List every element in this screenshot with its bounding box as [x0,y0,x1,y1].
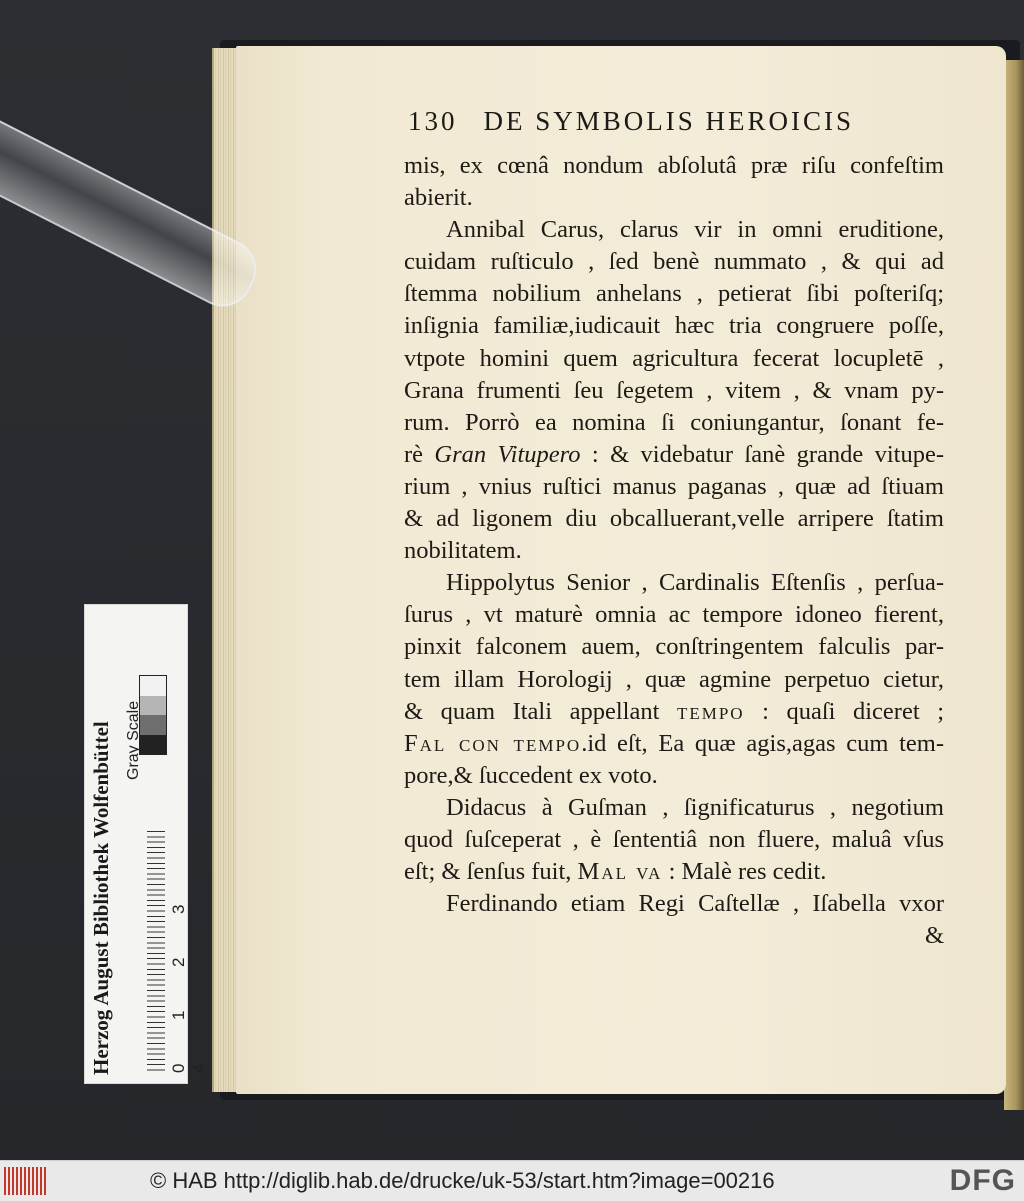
gray-swatch [140,735,166,755]
scale-number: 1 [169,1010,188,1020]
text-line: rum. Porrò ea nomina ſi coniungantur, ſonant fe- [404,408,944,436]
body-text [404,150,944,952]
text-line: vtpote homini quem agricultura fecerat locupletē , [404,344,944,372]
text-fragment: .id eſt, Ea quæ agis,agas cum tem- [581,729,945,757]
catchword: & [924,922,944,950]
scale-numbers [169,833,209,1073]
text-line: inſignia familiæ,iudicauit hæc tria congruere poſſe, [404,312,944,340]
color-scale-ruler [84,604,208,1084]
text-line: pore,& ſuccedent ex voto. [404,761,658,789]
gray-swatch [140,676,166,696]
text-fragment: : & videbatur ſanè grande vitupe- [591,440,944,468]
text-line: pinxit falconem auem, conſtringentem falculis par- [404,633,944,661]
gray-swatches [139,675,167,755]
italic-phrase: Gran Vitupero [434,440,581,468]
copyright-link[interactable]: © HAB http://diglib.hab.de/drucke/uk-53/start.htm?image=00216 [150,1168,775,1193]
text-line: ſurus , vt maturè omnia ac tempore idoneo fierent, [404,601,944,629]
page-number: 130 [408,106,458,136]
running-header [408,106,948,137]
gray-swatch [140,696,166,716]
small-caps-motto: Fal con tempo [404,729,582,757]
ruler-ticks [125,831,165,1071]
text-line-fal-con-tempo [404,728,944,760]
small-caps-motto: Mal va [577,858,663,886]
book-right-edge [1004,60,1024,1110]
text-line: Annibal Carus, clarus vir in omni eruditione, [446,216,944,244]
text-line: rium , vnius ruſtici manus paganas , quæ ad ſtiuam [404,472,944,500]
text-line: Ferdinando etiam Regi Caſtellæ , Iſabella vxor [446,890,944,918]
text-line: & ad ligonem diu obcalluerant,velle arripere ſtatim [404,505,944,533]
text-line: ſtemma nobilium anhelans , petierat ſibi poſteriſq; [404,280,944,308]
institution-label: Herzog August Bibliothek Wolfenbüttel [89,721,113,1075]
barcode-icon [4,1167,46,1195]
text-line-mal-va [404,856,944,888]
text-line: mis, ex cœnâ nondum abſolutâ præ riſu confeſtim [404,152,944,179]
text-line: tem illam Horologij , quæ agmine perpetuo cietur, [404,665,944,693]
text-fragment: : Malè res cedit. [668,858,827,886]
scale-number: 4 [189,1063,208,1073]
text-line: nobilitatem. [404,537,522,565]
text-line: Hippolytus Senior , Cardinalis Eſtenſis , perſua- [446,569,944,597]
text-fragment: rè [404,440,424,468]
text-line: cuidam ruſticulo , ſed benè nummato , & qui ad [404,248,944,276]
scale-number: 2 [169,957,188,967]
scale-number: 0 [169,1063,188,1073]
dfg-logo: DFG [949,1164,1016,1197]
text-line-tempo [404,696,944,728]
running-title: DE SYMBOLIS HEROICIS [483,106,855,136]
gray-scale-label: Gray Scale [125,700,142,780]
text-line: Grana frumenti ſeu ſegetem , vitem , & vnam py- [404,376,944,404]
viewer-footer [0,1160,1024,1201]
text-fragment: & quam Itali appellant [404,697,660,725]
text-fragment: : quaſi diceret ; [762,697,944,725]
text-fragment: eſt; & ſenſus fuit, [404,858,572,886]
small-caps-word: tempo [676,697,745,725]
text-line-gran-vitupero [404,439,944,471]
text-line: quod ſuſceperat , è ſententiâ non fluere, maluâ vſus [404,825,944,853]
scale-number: 3 [169,904,188,914]
gray-swatch [140,715,166,735]
text-line: Didacus à Guſman , ſignificaturus , negotium [446,793,944,821]
text-line: abierit. [404,184,473,212]
